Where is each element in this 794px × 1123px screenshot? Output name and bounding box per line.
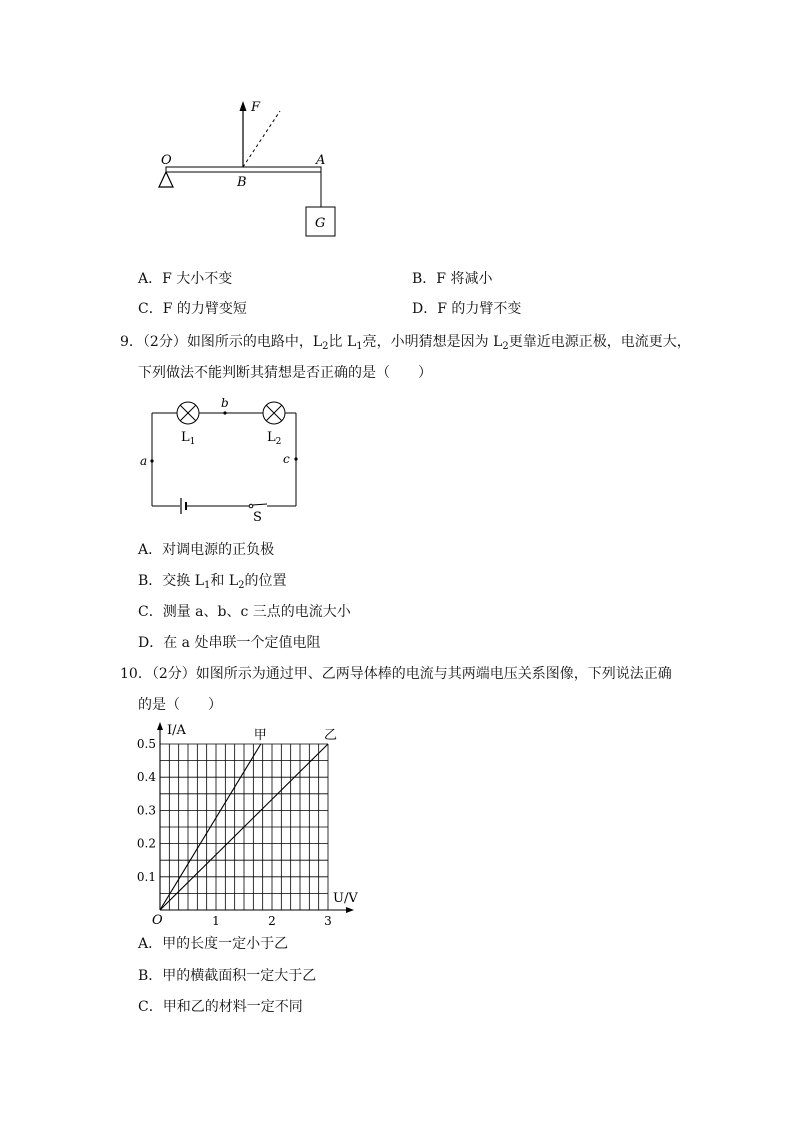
y-tick-label: 0.4	[136, 770, 156, 785]
lamp-l1-icon	[177, 402, 199, 424]
y-tick-label: 0.3	[136, 803, 156, 818]
q10-option-c[interactable]: C．甲和乙的材料一定不同	[138, 999, 303, 1015]
y-tick-label: 0.2	[136, 836, 156, 851]
label-G: G	[315, 216, 326, 231]
origin-label: O	[152, 913, 163, 928]
dashed-force-line	[243, 111, 280, 167]
chart-ticks	[137, 723, 358, 928]
q9-number: 9．	[120, 334, 143, 350]
q10-option-b[interactable]: B．甲的横截面积一定大于乙	[138, 968, 317, 984]
circuit-diagram	[135, 395, 310, 525]
q10-stem-line2: 的是（ ）	[138, 697, 222, 713]
point-b-dot	[223, 411, 226, 414]
iu-chart	[135, 718, 370, 928]
y-tick-label: 0.1	[136, 869, 156, 884]
q9-option-c[interactable]: C．测量 a、b、c 三点的电流大小	[138, 604, 351, 620]
label-b: b	[221, 396, 229, 410]
q10-option-a[interactable]: A．甲的长度一定小于乙	[138, 936, 289, 952]
x-axis-label: U/V	[333, 891, 358, 906]
series-label-yi: 乙	[324, 728, 338, 743]
y-axis-arrow	[157, 722, 163, 730]
q10-stem-line1: 10．（2分）如图所示为通过甲、乙两导体棒的电流与其两端电压关系图像，下列说法正确	[120, 666, 672, 682]
label-B: B	[237, 175, 247, 190]
series-label-jia: 甲	[253, 728, 267, 743]
switch-contact	[249, 504, 253, 508]
q9-stem-line1: 9．（2分）如图所示的电路中，$L_2$比 $L_1$亮，小明猜想是因为 $L_2$更靠近电源正极，电流更大，	[120, 334, 691, 352]
label-l1: $L_1$	[181, 430, 196, 447]
label-a: a	[140, 454, 148, 468]
q8-option-d[interactable]: D．F 的力臂不变	[412, 301, 522, 317]
q9-option-b[interactable]: B．交换 $L_1$和 $L_2$的位置	[138, 573, 287, 591]
q8-option-a[interactable]: A．F 大小不变	[138, 271, 233, 287]
point-c-dot	[294, 457, 297, 460]
y-tick-label: 0.5	[136, 737, 156, 751]
x-tick-label: 1	[212, 914, 220, 928]
arrow-head	[240, 101, 247, 111]
q9-option-d[interactable]: D．在 a 处串联一个定值电阻	[138, 635, 321, 651]
x-tick-label: 3	[324, 914, 332, 928]
q9-stem-line2: 下列做法不能判断其猜想是否正确的是（ ）	[138, 365, 432, 381]
label-l2: $L_2$	[267, 430, 282, 447]
q8-option-b[interactable]: B．F 将减小	[412, 271, 493, 287]
q8-option-c[interactable]: C．F 的力臂变短	[138, 301, 247, 317]
label-s: S	[253, 510, 262, 525]
point-a-dot	[150, 459, 153, 462]
label-F: F	[251, 100, 261, 115]
switch-blade	[253, 504, 267, 505]
lever-bar	[166, 167, 321, 172]
pivot-triangle	[159, 172, 173, 187]
lever-diagram	[150, 95, 350, 245]
q9-score: （2分）	[142, 334, 187, 350]
x-tick-label: 2	[268, 914, 276, 928]
x-axis-arrow	[346, 907, 354, 913]
lamp-l2-icon	[263, 402, 285, 424]
q9-option-a[interactable]: A．对调电源的正负极	[138, 542, 275, 558]
label-c: c	[283, 452, 290, 466]
label-O: O	[161, 153, 172, 168]
y-axis-label: I/A	[167, 723, 186, 738]
label-A: A	[316, 153, 326, 168]
